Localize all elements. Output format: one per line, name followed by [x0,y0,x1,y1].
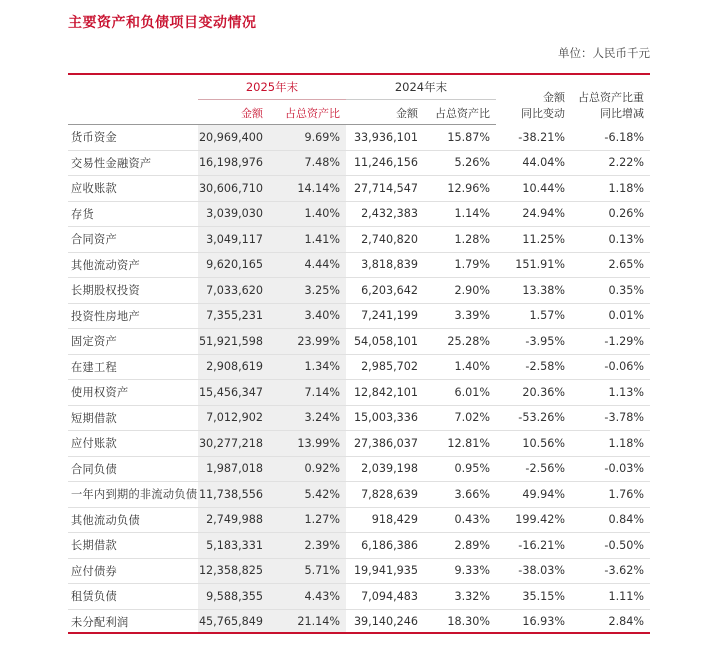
row-yoy-change: -38.21% [496,125,571,151]
row-amount-2024: 7,828,639 [346,482,424,508]
row-ratio-change: -6.18% [571,125,650,151]
row-yoy-change: 44.04% [496,150,571,176]
row-amount-2024: 2,985,702 [346,354,424,380]
bottom-rule [68,632,650,634]
unit-note: 单位：人民币千元 [558,46,650,60]
row-item-label: 长期借款 [71,539,117,553]
row-ratio-2024: 9.33% [424,558,496,584]
table-row [68,125,650,151]
table-row [68,176,650,202]
row-yoy-change: 16.93% [522,615,565,629]
row-ratio-2024: 12.96% [424,176,496,202]
row-ratio-2025: 3.24% [269,405,346,431]
row-ratio-change: 2.84% [608,615,644,629]
row-amount-2024: 6,203,642 [346,278,424,304]
table-row [68,354,650,380]
row-ratio-change: 1.11% [571,584,650,610]
row-ratio-2025: 7.14% [269,380,346,406]
row-yoy-change: 20.36% [496,380,571,406]
row-item-label: 租赁负债 [71,590,117,604]
row-amount-2025: 45,765,849 [198,609,269,634]
row-ratio-2024: 3.39% [424,303,496,329]
row-amount-2024: 27,386,037 [346,431,424,457]
row-amount-2025: 2,749,988 [198,507,269,533]
row-yoy-change: 13.38% [496,278,571,304]
row-ratio-change: -0.50% [571,533,650,559]
row-item-name [68,609,198,634]
row-amount-2025: 9,620,165 [198,252,269,278]
row-item-label: 合同负债 [71,462,117,476]
row-ratio-2024: 1.79% [424,252,496,278]
row-amount-2025: 7,033,620 [198,278,269,304]
row-ratio-2025: 5.71% [269,558,346,584]
row-item-label: 长期股权投资 [71,284,140,298]
row-item-name [68,584,198,610]
row-amount-2025: 20,969,400 [198,125,269,151]
row-amount-2025: 15,456,347 [198,380,269,406]
row-amount-2024: 27,714,547 [346,176,424,202]
row-item-name [68,380,198,406]
row-ratio-change: -1.29% [571,329,650,355]
row-yoy-change: 151.91% [496,252,571,278]
table-row [68,507,650,533]
header-yoy-ratio [571,75,650,125]
row-item-name [68,227,198,253]
row-amount-2024: 918,429 [346,507,424,533]
row-item-name [68,507,198,533]
row-amount-2025: 3,049,117 [198,227,269,253]
row-ratio-2025: 1.40% [269,201,346,227]
row-ratio-change: 0.13% [571,227,650,253]
row-yoy-change: 49.94% [496,482,571,508]
row-amount-2025: 1,987,018 [198,456,269,482]
row-ratio-2025: 4.44% [269,252,346,278]
row-item-name [68,278,198,304]
row-item-name [68,456,198,482]
row-ratio-change: 2.22% [571,150,650,176]
row-ratio-2024: 6.01% [424,380,496,406]
row-ratio-2024: 1.28% [424,227,496,253]
row-ratio-change: 0.35% [571,278,650,304]
row-ratio-2025: 1.27% [269,507,346,533]
row-ratio-2025: 21.14% [269,609,346,634]
row-amount-2024: 2,039,198 [346,456,424,482]
row-ratio-2025: 2.39% [269,533,346,559]
row-amount-2024: 7,094,483 [346,584,424,610]
row-amount-2024: 6,186,386 [346,533,424,559]
row-item-label: 投资性房地产 [71,309,140,323]
row-item-name [68,125,198,151]
row-item-label: 短期借款 [71,411,117,425]
row-item-name [68,252,198,278]
row-amount-2025: 12,358,825 [198,558,269,584]
table-row [68,558,650,584]
table-row [68,482,650,508]
row-yoy-change: -2.56% [496,456,571,482]
row-amount-2025: 7,012,902 [198,405,269,431]
row-amount-2025: 16,198,976 [198,150,269,176]
row-amount-2025: 51,921,598 [198,329,269,355]
row-ratio-2025: 9.69% [269,125,346,151]
row-item-label: 应付账款 [71,437,117,451]
row-item-name [68,558,198,584]
row-amount-2025: 7,355,231 [198,303,269,329]
row-ratio-change: -0.06% [571,354,650,380]
row-yoy-change: 10.44% [496,176,571,202]
row-ratio-2024: 7.02% [424,405,496,431]
row-item-label: 存货 [71,207,94,221]
row-amount-2024: 12,842,101 [346,380,424,406]
header-2025-amount: 金额 [198,100,269,125]
row-item-label: 在建工程 [71,360,117,374]
table-row [68,456,650,482]
page-title: 主要资产和负债项目变动情况 [68,15,257,31]
row-item-label: 交易性金融资产 [71,156,152,170]
row-ratio-2024: 1.40% [424,354,496,380]
row-ratio-2025: 5.42% [269,482,346,508]
row-ratio-change: 1.76% [571,482,650,508]
row-item-label: 应收账款 [71,182,117,196]
asset-liability-table [68,75,650,634]
row-ratio-2024: 2.89% [424,533,496,559]
header-item-blank [68,75,198,100]
table-row [68,278,650,304]
row-yoy-change: 24.94% [496,201,571,227]
row-yoy-change: -3.95% [496,329,571,355]
row-amount-2024: 7,241,199 [346,303,424,329]
row-ratio-change: 0.84% [571,507,650,533]
row-ratio-2024: 0.43% [424,507,496,533]
row-ratio-2024: 15.87% [424,125,496,151]
row-ratio-2024: 3.32% [424,584,496,610]
row-amount-2024: 11,246,156 [346,150,424,176]
row-item-name [68,354,198,380]
row-item-label: 其他流动负债 [71,513,140,527]
row-ratio-change: 2.65% [571,252,650,278]
row-ratio-2025: 13.99% [269,431,346,457]
row-ratio-change: 1.18% [571,431,650,457]
row-yoy-change: -2.58% [496,354,571,380]
row-item-label: 货币资金 [71,131,117,145]
table-row [68,405,650,431]
row-ratio-2024: 18.30% [447,615,490,629]
row-item-name [68,303,198,329]
row-amount-2025: 2,908,619 [198,354,269,380]
table-row [68,252,650,278]
row-item-name [68,329,198,355]
header-yoy-ratio-line2: 同比增减 [600,106,644,120]
row-yoy-change: 35.15% [496,584,571,610]
row-yoy-change: 199.42% [496,507,571,533]
row-item-name [68,201,198,227]
row-amount-2025: 5,183,331 [198,533,269,559]
table-row [68,329,650,355]
row-amount-2024: 39,140,246 [353,615,418,629]
table-body [68,125,650,635]
table-row [68,227,650,253]
header-2025-ratio: 占总资产比 [269,100,346,125]
row-item-label: 合同资产 [71,233,117,247]
header-item-blank-2 [68,100,198,125]
header-group-2024: 2024年末 [346,75,496,100]
row-ratio-change: -3.78% [571,405,650,431]
row-ratio-2025: 14.14% [269,176,346,202]
row-amount-2024: 33,936,101 [346,125,424,151]
row-item-label: 一年内到期的非流动负债 [71,488,198,502]
row-ratio-change: 0.26% [571,201,650,227]
row-ratio-change: 1.13% [571,380,650,406]
row-ratio-2024: 2.90% [424,278,496,304]
row-yoy-change: -53.26% [496,405,571,431]
row-ratio-2025: 3.40% [269,303,346,329]
row-ratio-2024: 1.14% [424,201,496,227]
row-amount-2024: 2,740,820 [346,227,424,253]
header-2024-amount: 金额 [346,100,424,125]
row-ratio-2025: 3.25% [269,278,346,304]
row-ratio-2024: 0.95% [424,456,496,482]
row-yoy-change: -38.03% [496,558,571,584]
header-2024-ratio: 占总资产比 [424,100,496,125]
row-item-label: 应付债券 [71,564,117,578]
row-ratio-2025: 1.34% [269,354,346,380]
table-row [68,201,650,227]
row-amount-2025: 9,588,355 [198,584,269,610]
row-amount-2024: 2,432,383 [346,201,424,227]
row-amount-2025: 3,039,030 [198,201,269,227]
row-ratio-2024: 25.28% [424,329,496,355]
row-ratio-2025: 0.92% [269,456,346,482]
table-row [68,584,650,610]
row-item-name [68,482,198,508]
header-yoy-amount-line1: 金额 [543,90,565,104]
row-amount-2024: 15,003,336 [346,405,424,431]
row-amount-2025: 11,738,556 [198,482,269,508]
row-amount-2024: 3,818,839 [346,252,424,278]
table-row [68,303,650,329]
row-item-name [68,405,198,431]
row-ratio-change: -3.62% [571,558,650,584]
row-amount-2024: 54,058,101 [346,329,424,355]
row-ratio-change: -0.03% [571,456,650,482]
row-amount-2025: 30,606,710 [198,176,269,202]
row-item-label: 使用权资产 [71,386,129,400]
header-yoy-amount-line2: 同比变动 [521,106,565,120]
row-yoy-change: 10.56% [496,431,571,457]
row-item-label: 固定资产 [71,335,117,349]
row-ratio-change: 0.01% [571,303,650,329]
row-item-name [68,533,198,559]
row-amount-2024: 19,941,935 [346,558,424,584]
row-item-label: 其他流动资产 [71,258,140,272]
table-row [68,431,650,457]
row-ratio-change: 1.18% [571,176,650,202]
row-item-name [68,176,198,202]
row-yoy-change: 11.25% [496,227,571,253]
header-yoy-ratio-line1: 占总资产比重 [578,90,644,104]
row-ratio-2024: 3.66% [424,482,496,508]
row-ratio-2025: 1.41% [269,227,346,253]
row-item-name [68,431,198,457]
row-ratio-2024: 12.81% [424,431,496,457]
row-yoy-change: 1.57% [496,303,571,329]
row-item-label: 未分配利润 [71,615,129,629]
row-ratio-2025: 23.99% [269,329,346,355]
row-amount-2025: 30,277,218 [198,431,269,457]
table-row [68,609,650,634]
table-row [68,150,650,176]
row-yoy-change: -16.21% [496,533,571,559]
table-row [68,533,650,559]
row-ratio-2024: 5.26% [424,150,496,176]
header-yoy-amount [496,75,571,125]
table-row [68,380,650,406]
row-item-name [68,150,198,176]
header-group-2025: 2025年末 [198,75,346,100]
row-ratio-2025: 4.43% [269,584,346,610]
row-ratio-2025: 7.48% [269,150,346,176]
